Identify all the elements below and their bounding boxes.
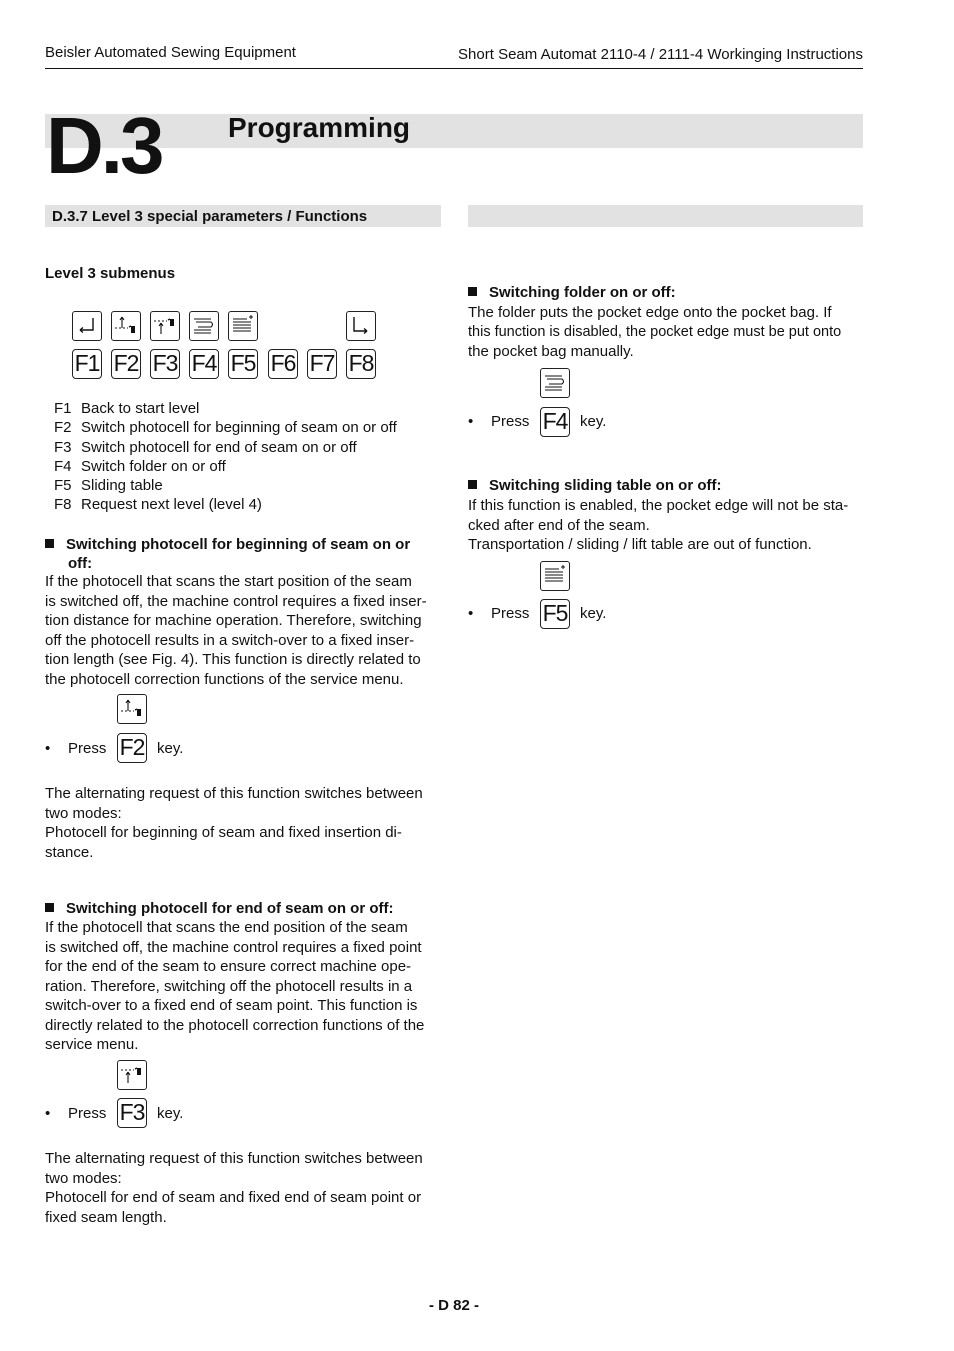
f6-key[interactable]: F6	[268, 349, 298, 379]
photocell-end-icon	[117, 1060, 147, 1090]
chapter-title-bar	[45, 114, 863, 148]
f2-key[interactable]: F2	[117, 733, 147, 763]
begin-body: If the photocell that scans the start position of the seam is switched off, the machine control requires a fixed inser- tion distance for machine operation. Therefore, switching off the photocell results in a switch-over to a fixed inser- tion length (see Fig. 4). This function is directly related to the photocell correction functions of the service menu.	[45, 573, 427, 688]
f2-key[interactable]: F2	[111, 349, 141, 379]
f4-key[interactable]: F4	[189, 349, 219, 379]
table-heading: Switching sliding table on or off:	[468, 477, 722, 494]
function-list-item: F1 Back to start level	[54, 400, 200, 417]
f1-key[interactable]: F1	[72, 349, 102, 379]
f5-key[interactable]: F5	[228, 349, 258, 379]
chapter-title: Programming	[228, 112, 411, 143]
header-rule	[45, 68, 863, 69]
table-press-suffix: key.	[580, 605, 607, 622]
folder-press-bullet: •	[468, 413, 474, 430]
begin-heading: Switching photocell for beginning of seam on or off:	[45, 535, 410, 573]
end-press-bullet: •	[45, 1105, 51, 1122]
function-list-item: F5 Sliding table	[54, 477, 163, 495]
header-right: Short Seam Automat 2110-4 / 2111-4 Workinging Instructions	[458, 46, 863, 63]
end-press-label: Press	[68, 1105, 107, 1122]
folder-press-label: Press	[491, 413, 530, 430]
header-left: Beisler Automated Sewing Equipment	[45, 44, 296, 61]
next-level-arrow-icon	[346, 311, 376, 341]
end-press-suffix: key.	[157, 1105, 184, 1122]
table-press-bullet: •	[468, 605, 474, 622]
f8-key[interactable]: F8	[346, 349, 376, 379]
submenus-heading: Level 3 submenus	[45, 265, 176, 282]
function-list	[54, 399, 397, 515]
section-bar-right	[468, 205, 863, 227]
begin-after: The alternating request of this function switches between two modes: Photocell for beginning of seam and fixed insertion di- stance.	[45, 785, 423, 861]
function-list-item: F2 Switch photocell for beginning of seam on or off	[54, 419, 397, 437]
function-list-item: F3 Switch photocell for end of seam on or off	[54, 438, 357, 456]
folder-body: The folder puts the pocket edge onto the pocket bag. If this function is disabled, the pocket edge must be put onto the pocket bag manually.	[468, 304, 842, 360]
end-body: If the photocell that scans the end position of the seam is switched off, the machine control requires a fixed point for the end of the seam to ensure correct machine ope- ration. Therefore, switching off the photocell results in a switch-over to a fixed end of seam point. This function is directly related to the photocell correction functions of the service menu.	[45, 919, 425, 1053]
folder-press-suffix: key.	[580, 413, 607, 430]
page-number: - D 82 -	[428, 1297, 479, 1314]
end-heading: Switching photocell for end of seam on or off:	[45, 900, 394, 917]
f3-key[interactable]: F3	[117, 1098, 147, 1128]
function-list-item: F8 Request next level (level 4)	[54, 496, 262, 514]
f7-key[interactable]: F7	[307, 349, 337, 379]
return-arrow-icon	[72, 311, 102, 341]
function-list-item: F4 Switch folder on or off	[54, 457, 226, 475]
f5-key[interactable]: F5	[540, 599, 570, 629]
sliding-table-icon	[228, 311, 258, 341]
table-press-label: Press	[491, 605, 530, 622]
photocell-begin-icon	[111, 311, 141, 341]
f3-key[interactable]: F3	[150, 349, 180, 379]
photocell-begin-icon	[117, 694, 147, 724]
photocell-end-icon	[150, 311, 180, 341]
begin-press-bullet: •	[45, 740, 51, 757]
chapter-number: D.3	[46, 101, 162, 190]
table-body: If this function is enabled, the pocket edge will not be sta- cked after end of the seam. Transportation / sliding / lift table are out of function.	[468, 497, 849, 553]
begin-press-suffix: key.	[157, 740, 184, 757]
sliding-table-icon	[540, 561, 570, 591]
f4-key[interactable]: F4	[540, 407, 570, 437]
folder-heading: Switching folder on or off:	[468, 284, 676, 301]
end-after: The alternating request of this function switches between two modes: Photocell for end of seam and fixed end of seam point or fixed seam length.	[45, 1150, 423, 1226]
folder-icon	[540, 368, 570, 398]
folder-icon	[189, 311, 219, 341]
section-title: D.3.7 Level 3 special parameters / Functions	[52, 208, 368, 225]
begin-press-label: Press	[68, 740, 107, 757]
